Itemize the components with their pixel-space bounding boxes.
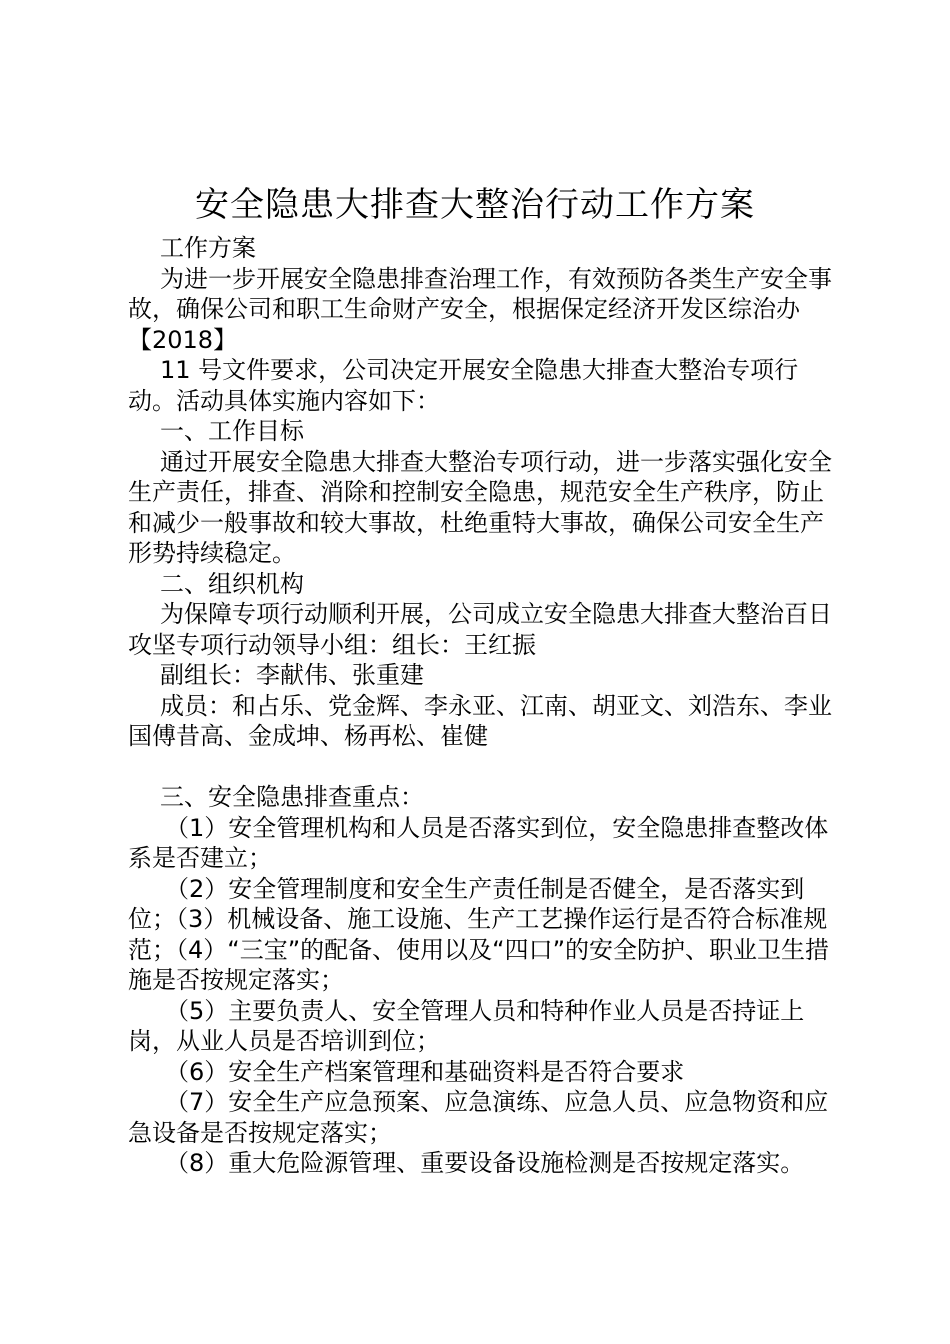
section-heading-inspection: 三、安全隐患排查重点： bbox=[160, 783, 424, 811]
inspection-item: （5）主要负责人、安全管理人员和特种作业人员是否持证上岗，从业人员是否培训到位； bbox=[128, 996, 805, 1055]
section-heading-goals: 一、工作目标 bbox=[160, 417, 304, 445]
section-heading-organization: 二、组织机构 bbox=[160, 569, 304, 598]
section-text-goals: 通过开展安全隐患大排查大整治专项行动，进一步落实强化安全生产责任，排查、消除和控制安全隐患，规范安全生产秩序，防止和减少一般事故和较大事故，杜绝重特大事故，确保公司安全生产形势持续稳定。 bbox=[128, 447, 832, 567]
members-list: 成员：和占乐、党金辉、李永亚、江南、胡亚文、刘浩东、李业国傅昔高、金成坤、杨再松、崔健 bbox=[128, 691, 832, 750]
blank-line bbox=[128, 752, 838, 783]
document-title: 安全隐患大排查大整治行动工作方案 bbox=[195, 185, 755, 225]
intro-paragraph: 为进一步开展安全隐患排查治理工作，有效预防各类生产安全事故，确保公司和职工生命财产安全，根据保定经济开发区综治办【2018】 bbox=[128, 264, 832, 354]
document-subtitle: 工作方案 bbox=[160, 234, 256, 262]
intro-paragraph-continued: 11 号文件要求，公司决定开展安全隐患大排查大整治专项行动。活动具体实施内容如下： bbox=[128, 356, 799, 415]
inspection-item: （8）重大危险源管理、重要设备设施检测是否按规定落实。 bbox=[165, 1149, 805, 1177]
inspection-item: （1）安全管理机构和人员是否落实到位，安全隐患排查整改体系是否建立； bbox=[128, 813, 829, 872]
inspection-item: （6）安全生产档案管理和基础资料是否符合要求 bbox=[165, 1057, 685, 1086]
document-body bbox=[128, 233, 838, 1179]
deputy-leaders: 副组长：李献伟、张重建 bbox=[160, 661, 424, 689]
inspection-item: （2）安全管理制度和安全生产责任制是否健全，是否落实到位；（3）机械设备、施工设施、生产工艺操作运行是否符合标准规范；（4）“三宝”的配备、使用以及“四口”的安全防护、职业卫生措施是否按规定落实； bbox=[128, 874, 830, 994]
section-text-organization: 为保障专项行动顺利开展，公司成立安全隐患大排查大整治百日攻坚专项行动领导小组：组长：王红振 bbox=[128, 600, 832, 659]
inspection-item: （7）安全生产应急预案、应急演练、应急人员、应急物资和应急设备是否按规定落实； bbox=[128, 1088, 829, 1147]
